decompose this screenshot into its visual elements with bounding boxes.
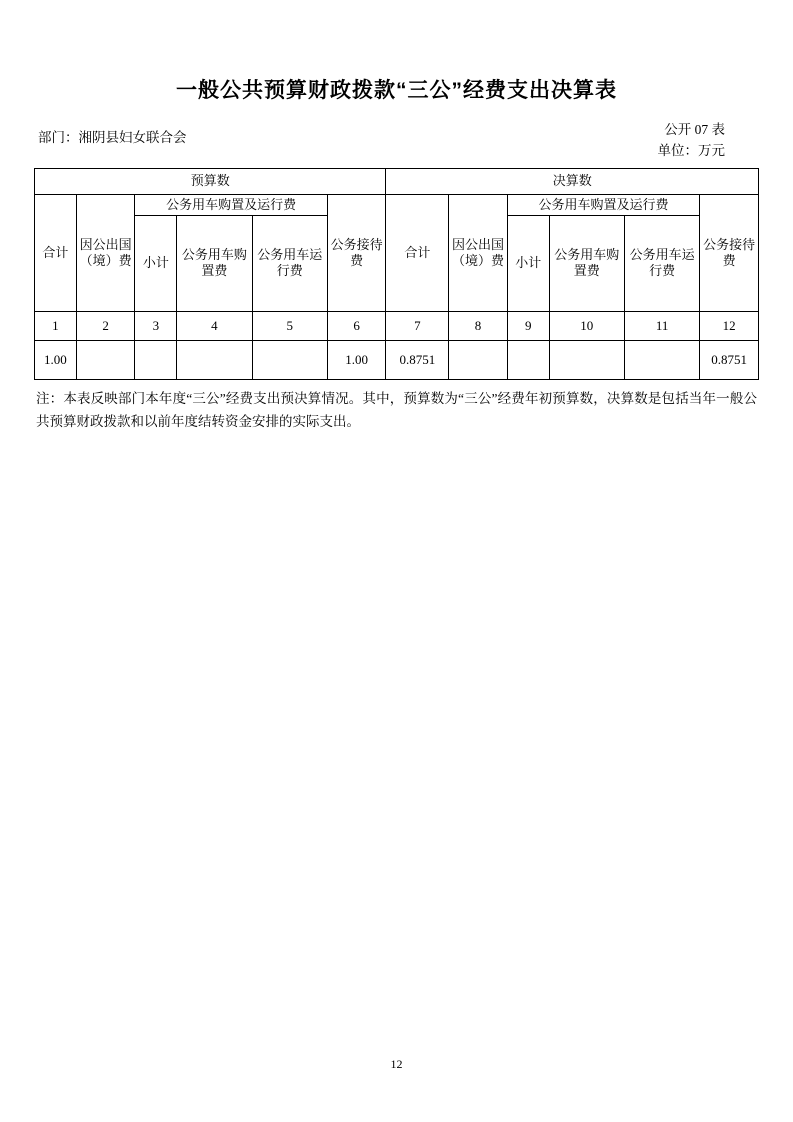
col-number-3: 3 bbox=[135, 311, 177, 340]
col-number-11: 11 bbox=[624, 311, 699, 340]
col-number-5: 5 bbox=[252, 311, 327, 340]
department-name: 湘阴县妇女联合会 bbox=[78, 129, 187, 145]
expenditure-table bbox=[34, 168, 759, 380]
unit-label: 单位：万元 bbox=[657, 142, 725, 158]
col-number-9: 9 bbox=[507, 311, 549, 340]
page-number: 12 bbox=[390, 1057, 403, 1071]
col-header-final-reception: 公务接待费 bbox=[700, 194, 759, 311]
col-number-7: 7 bbox=[386, 311, 449, 340]
department-label: 部门： bbox=[38, 129, 79, 145]
table-carheader-row bbox=[35, 194, 759, 215]
group-header-final: 决算数 bbox=[386, 168, 759, 194]
cell-final-reception: 0.8751 bbox=[700, 340, 759, 379]
col-header-final-abroad: 因公出国（境）费 bbox=[449, 194, 508, 311]
col-header-budget-reception: 公务接待费 bbox=[327, 194, 386, 311]
cell-budget-car-operation bbox=[252, 340, 327, 379]
cell-budget-reception: 1.00 bbox=[327, 340, 386, 379]
col-number-6: 6 bbox=[327, 311, 386, 340]
col-header-final-car-purchase: 公务用车购置费 bbox=[549, 215, 624, 311]
group-header-budget: 预算数 bbox=[35, 168, 386, 194]
cell-final-car-operation bbox=[624, 340, 699, 379]
cell-final-total: 0.8751 bbox=[386, 340, 449, 379]
col-number-2: 2 bbox=[76, 311, 135, 340]
col-header-budget-abroad: 因公出国（境）费 bbox=[76, 194, 135, 311]
col-number-8: 8 bbox=[449, 311, 508, 340]
col-number-10: 10 bbox=[549, 311, 624, 340]
col-header-budget-car-purchase: 公务用车购置费 bbox=[177, 215, 252, 311]
col-header-budget-total: 合计 bbox=[35, 194, 77, 311]
cell-budget-abroad bbox=[76, 340, 135, 379]
col-header-budget-car-subtotal: 小计 bbox=[135, 215, 177, 311]
table-column-number-row bbox=[35, 311, 759, 340]
cell-budget-car-subtotal bbox=[135, 340, 177, 379]
col-header-final-total: 合计 bbox=[386, 194, 449, 311]
col-number-4: 4 bbox=[177, 311, 252, 340]
department-line bbox=[34, 128, 759, 162]
cell-final-car-purchase bbox=[549, 340, 624, 379]
col-header-final-car-operation: 公务用车运行费 bbox=[624, 215, 699, 311]
page-title: 一般公共预算财政拨款“三公”经费支出决算表 bbox=[176, 79, 617, 102]
table-note: 注：本表反映部门本年度“三公”经费支出预决算情况。其中，预算数为“三公”经费年初预算数，决算数是包括当年一般公共预算财政拨款和以前年度结转资金安排的实际支出。 bbox=[36, 390, 757, 430]
table-row bbox=[35, 340, 759, 379]
cell-final-car-subtotal bbox=[507, 340, 549, 379]
col-header-budget-car-operation: 公务用车运行费 bbox=[252, 215, 327, 311]
cell-budget-car-purchase bbox=[177, 340, 252, 379]
col-number-12: 12 bbox=[700, 311, 759, 340]
col-number-1: 1 bbox=[35, 311, 77, 340]
col-header-budget-car-group: 公务用车购置及运行费 bbox=[135, 194, 327, 215]
col-header-final-car-subtotal: 小计 bbox=[507, 215, 549, 311]
cell-budget-total: 1.00 bbox=[35, 340, 77, 379]
form-number: 公开 07 表 bbox=[664, 122, 725, 137]
col-header-final-car-group: 公务用车购置及运行费 bbox=[507, 194, 699, 215]
table-group-header-row bbox=[35, 168, 759, 194]
cell-final-abroad bbox=[449, 340, 508, 379]
